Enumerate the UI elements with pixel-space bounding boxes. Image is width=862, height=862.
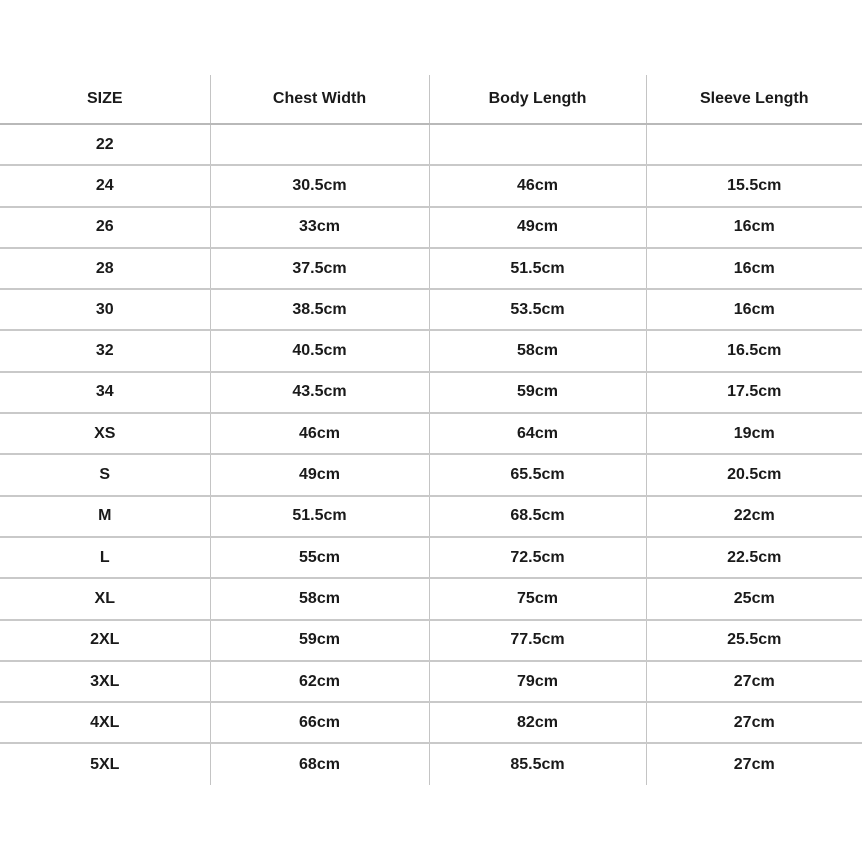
size-cell: 5XL xyxy=(90,755,120,773)
size-cell: S xyxy=(0,454,210,495)
body-length-cell: 68.5cm xyxy=(429,496,646,537)
body-length-cell: 58cm xyxy=(429,330,646,371)
chest-width-cell xyxy=(210,124,429,165)
sleeve-length-cell: 16cm xyxy=(646,289,862,330)
chest-width-cell: 68cm xyxy=(210,743,429,784)
chest-width-cell: 59cm xyxy=(210,620,429,661)
sleeve-length-cell: 22cm xyxy=(646,496,862,537)
sleeve-length-cell: 25.5cm xyxy=(646,620,862,661)
size-cell: 3XL xyxy=(0,661,210,702)
chest-width-cell: 66cm xyxy=(210,702,429,743)
sleeve-length-cell: 20.5cm xyxy=(646,454,862,495)
table-row xyxy=(0,372,862,413)
sleeve-length-cell: 19cm xyxy=(646,413,862,454)
body-length-cell xyxy=(429,124,646,165)
chest-width-cell: 30.5cm xyxy=(210,165,429,206)
sleeve-length-cell: 17.5cm xyxy=(646,372,862,413)
sleeve-length-cell: 27cm xyxy=(646,743,862,784)
chest-width-cell: 38.5cm xyxy=(210,289,429,330)
table-row xyxy=(0,165,862,206)
body-length-cell: 59cm xyxy=(429,372,646,413)
table-body xyxy=(0,124,862,785)
header-body-length: Body Length xyxy=(429,75,646,124)
header-chest-width: Chest Width xyxy=(210,75,429,124)
table-header xyxy=(0,75,862,124)
size-cell: 26 xyxy=(0,207,210,248)
chest-width-cell: 43.5cm xyxy=(210,372,429,413)
sleeve-length-cell: 27cm xyxy=(646,661,862,702)
table-row xyxy=(0,413,862,454)
table-row xyxy=(0,661,862,702)
size-cell: 4XL xyxy=(0,702,210,743)
chest-width-cell: 33cm xyxy=(210,207,429,248)
table-row xyxy=(0,248,862,289)
table-row xyxy=(0,537,862,578)
body-length-cell: 51.5cm xyxy=(429,248,646,289)
chest-width-cell: 51.5cm xyxy=(210,496,429,537)
sleeve-length-cell xyxy=(646,124,862,165)
body-length-cell: 72.5cm xyxy=(429,537,646,578)
size-cell: L xyxy=(0,537,210,578)
table-row xyxy=(0,578,862,619)
table-row xyxy=(0,743,862,784)
sleeve-length-cell: 25cm xyxy=(646,578,862,619)
table-row xyxy=(0,496,862,537)
size-cell: XL xyxy=(0,578,210,619)
body-length-cell: 64cm xyxy=(429,413,646,454)
sleeve-length-cell: 15.5cm xyxy=(646,165,862,206)
chest-width-cell: 40.5cm xyxy=(210,330,429,371)
table-row xyxy=(0,702,862,743)
body-length-cell: 46cm xyxy=(429,165,646,206)
size-cell: XS xyxy=(0,413,210,454)
size-cell: 22 xyxy=(0,124,210,165)
header-sleeve-length: Sleeve Length xyxy=(646,75,862,124)
body-length-cell: 49cm xyxy=(429,207,646,248)
sleeve-length-cell: 27cm xyxy=(646,702,862,743)
table-row xyxy=(0,124,862,165)
size-cell: M xyxy=(0,496,210,537)
sleeve-length-cell: 16cm xyxy=(646,207,862,248)
body-length-cell: 85.5cm xyxy=(429,743,646,784)
size-cell: 30 xyxy=(0,289,210,330)
size-cell: 2XL xyxy=(0,620,210,661)
sleeve-length-cell: 16cm xyxy=(646,248,862,289)
header-size: SIZE xyxy=(0,75,210,124)
size-cell: 28 xyxy=(0,248,210,289)
body-length-cell: 53.5cm xyxy=(429,289,646,330)
chest-width-cell: 55cm xyxy=(210,537,429,578)
table-row xyxy=(0,207,862,248)
table-row xyxy=(0,289,862,330)
table-row xyxy=(0,620,862,661)
sleeve-length-cell: 16.5cm xyxy=(646,330,862,371)
body-length-cell: 77.5cm xyxy=(429,620,646,661)
chest-width-cell: 58cm xyxy=(210,578,429,619)
chest-width-cell: 46cm xyxy=(210,413,429,454)
body-length-cell: 82cm xyxy=(429,702,646,743)
table-row xyxy=(0,454,862,495)
chest-width-cell: 37.5cm xyxy=(210,248,429,289)
body-length-cell: 65.5cm xyxy=(429,454,646,495)
size-cell: 34 xyxy=(0,372,210,413)
chest-width-cell: 62cm xyxy=(210,661,429,702)
header-row xyxy=(0,75,862,124)
body-length-cell: 79cm xyxy=(429,661,646,702)
size-cell: 24 xyxy=(0,165,210,206)
table-row xyxy=(0,330,862,371)
sleeve-length-cell: 22.5cm xyxy=(646,537,862,578)
body-length-cell: 75cm xyxy=(429,578,646,619)
chest-width-cell: 49cm xyxy=(210,454,429,495)
size-cell: 32 xyxy=(0,330,210,371)
size-chart-table xyxy=(0,75,862,785)
